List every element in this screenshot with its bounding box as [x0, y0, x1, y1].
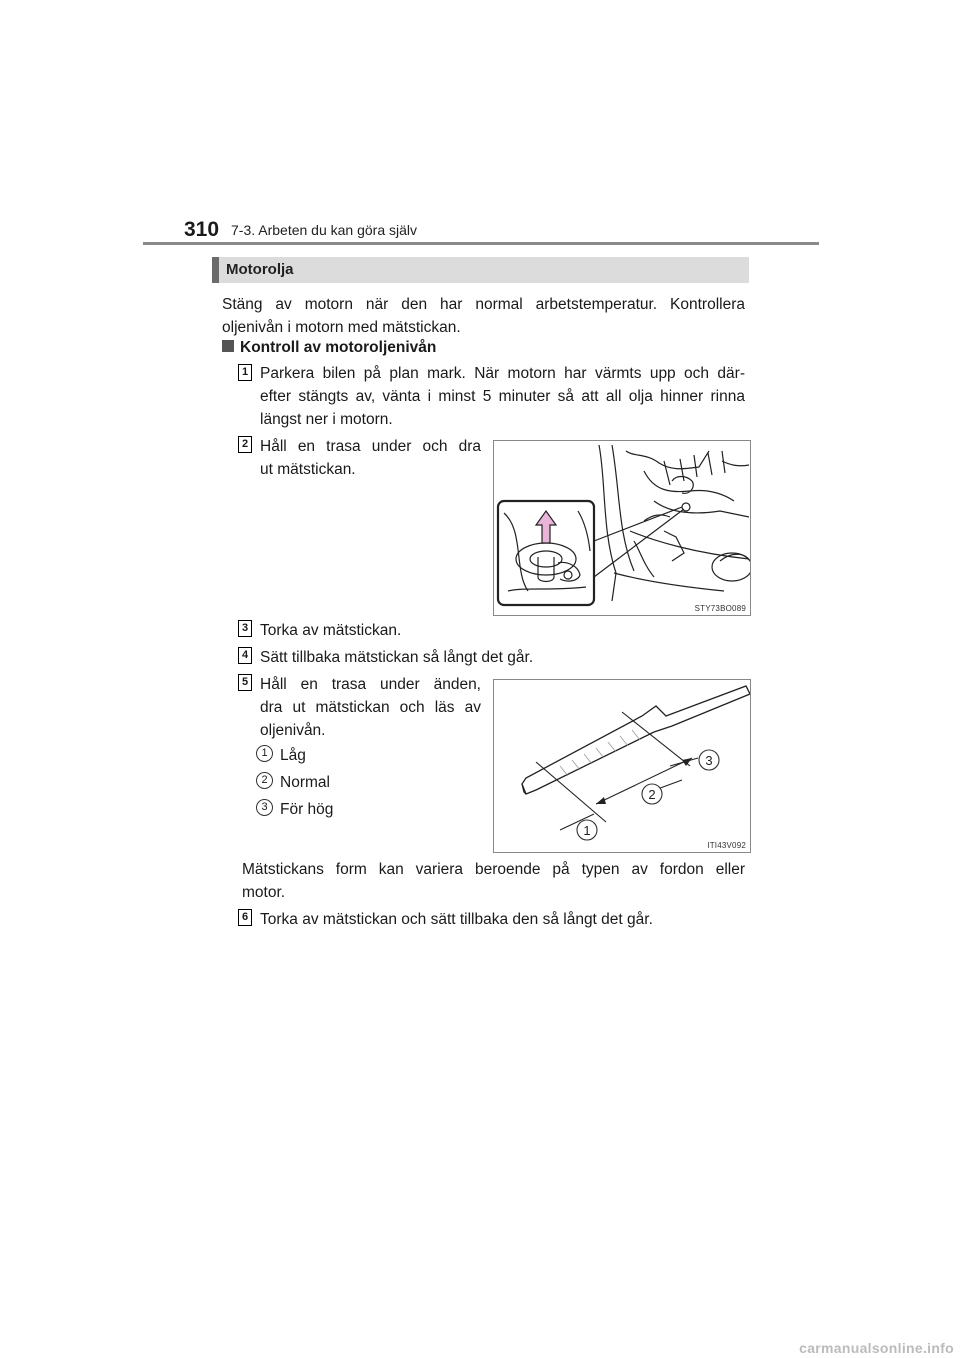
step-5-line-1: Håll en trasa under änden, — [260, 676, 481, 693]
header-divider — [143, 242, 819, 245]
subheading-text: Kontroll av motoroljenivån — [240, 339, 437, 356]
chapter-title: 7-3. Arbeten du kan göra själv — [231, 222, 418, 238]
step-2-number: 2 — [238, 436, 252, 453]
level-3-marker: 3 — [256, 799, 273, 816]
dipstick-illustration — [494, 680, 750, 852]
step-1-line-3: längst ner i motorn. — [260, 411, 393, 428]
step-2-line-1: Håll en trasa under och dra — [260, 438, 481, 455]
dipstick-figure-code: ITI43V092 — [707, 841, 746, 850]
step-1-line-1: Parkera bilen på plan mark. När motorn har värmts upp och där- — [260, 365, 745, 382]
section-title: Motorolja — [226, 261, 294, 278]
level-2-label: Normal — [280, 774, 330, 791]
section-tab-marker — [212, 257, 219, 283]
page-number: 310 — [184, 218, 220, 241]
step-5-line-3: oljenivån. — [260, 722, 326, 739]
step-6-text: Torka av mätstickan och sätt tillbaka den så långt det går. — [260, 911, 653, 928]
intro-line-1: Stäng av motorn när den har normal arbetstemperatur. Kontrollera — [222, 296, 745, 313]
dipstick-level-figure — [493, 679, 751, 853]
dipstick-shape-note — [242, 858, 745, 904]
engine-figure-code: STY73BO089 — [694, 604, 746, 613]
dipstick-mark-2: 2 — [648, 787, 656, 802]
site-watermark: carmanualsonline.info — [799, 1340, 954, 1356]
intro-line-2: oljenivån i motorn med mätstickan. — [222, 319, 461, 336]
level-2-marker: 2 — [256, 772, 273, 789]
engine-illustration — [494, 441, 750, 615]
step-4-number: 4 — [238, 647, 252, 664]
step-1-line-2: efter stängts av, vänta i minst 5 minuter så att all olja hinner rinna — [260, 388, 745, 405]
engine-dipstick-figure — [493, 440, 751, 616]
step-3-number: 3 — [238, 620, 252, 637]
subheading — [222, 339, 436, 357]
note-line-2: motor. — [242, 884, 286, 901]
step-6-number: 6 — [238, 909, 252, 926]
step-3-text: Torka av mätstickan. — [260, 622, 402, 639]
dipstick-mark-1: 1 — [583, 823, 591, 838]
level-3-label: För hög — [280, 801, 334, 818]
intro-paragraph — [222, 293, 745, 339]
step-5-number: 5 — [238, 674, 252, 691]
level-1-label: Låg — [280, 747, 306, 764]
step-2-text — [260, 435, 481, 481]
square-bullet-icon — [222, 340, 234, 352]
section-heading-bar — [212, 257, 749, 283]
level-1-marker: 1 — [256, 745, 273, 762]
dipstick-mark-3: 3 — [705, 753, 713, 768]
step-5-line-2: dra ut mätstickan och läs av — [260, 699, 481, 716]
note-line-1: Mätstickans form kan variera beroende på typen av fordon eller — [242, 861, 745, 878]
step-2-line-2: ut mätstickan. — [260, 461, 356, 478]
step-1-text — [260, 362, 745, 431]
step-4-text: Sätt tillbaka mätstickan så långt det går. — [260, 649, 534, 666]
step-1-number: 1 — [238, 364, 252, 381]
step-5-text — [260, 673, 481, 742]
